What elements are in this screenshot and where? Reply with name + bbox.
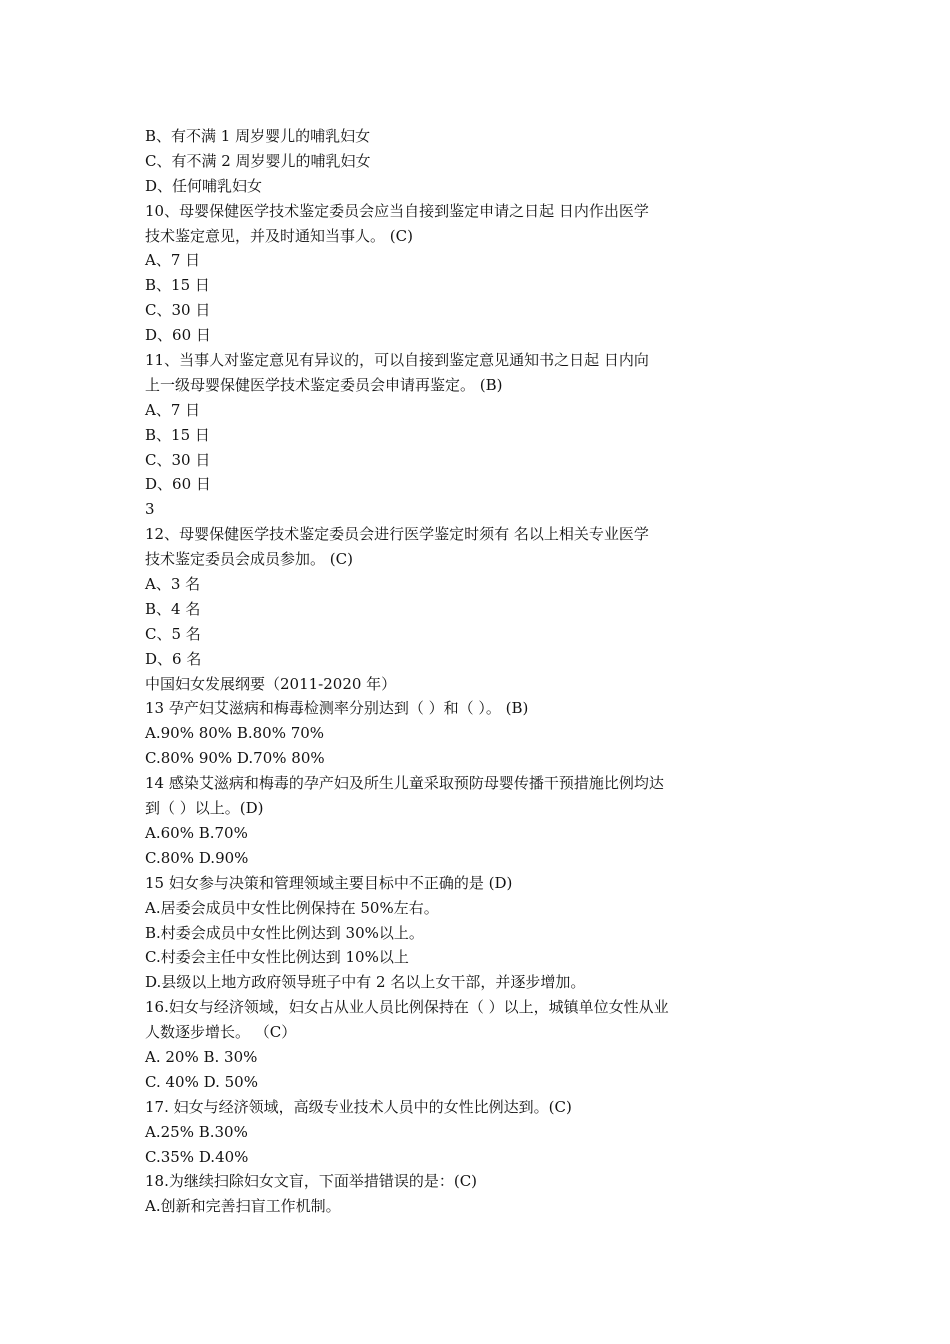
text-line: B.村委会成员中女性比例达到 30%以上。: [145, 923, 424, 942]
text-line: 11、当事人对鉴定意见有异议的，可以自接到鉴定意见通知书之日起 日内向: [145, 351, 649, 370]
text-line: D、任何哺乳妇女: [145, 176, 263, 195]
text-line: A、7 日: [145, 400, 201, 419]
text-line: A. 20% B. 30%: [145, 1047, 258, 1066]
text-line: A.居委会成员中女性比例保持在 50%左右。: [145, 898, 439, 917]
text-line: B、15 日: [145, 425, 210, 444]
text-line: C、30 日: [145, 301, 211, 320]
text-line: B、4 名: [145, 599, 201, 618]
text-line: 14 感染艾滋病和梅毒的孕产妇及所生儿童采取预防母婴传播干预措施比例均达: [145, 774, 664, 793]
document-body: [145, 124, 745, 1219]
text-line: A.25% B.30%: [145, 1122, 248, 1141]
text-line: C、30 日: [145, 450, 211, 469]
text-line: A.创新和完善扫盲工作机制。: [145, 1197, 341, 1216]
text-line: D、60 日: [145, 475, 211, 494]
text-line: 10、母婴保健医学技术鉴定委员会应当自接到鉴定申请之日起 日内作出医学: [145, 201, 649, 220]
text-line: 15 妇女参与决策和管理领域主要目标中不正确的是 (D): [145, 873, 513, 892]
text-line: 技术鉴定意见，并及时通知当事人。 (C): [145, 226, 413, 245]
text-line: B、有不满 1 周岁婴儿的哺乳妇女: [145, 127, 371, 145]
text-line: C、5 名: [145, 624, 201, 643]
text-line: A、3 名: [145, 575, 201, 594]
text-line: C.80% D.90%: [145, 848, 249, 867]
text-line: 中国妇女发展纲要（2011-2020 年）: [145, 674, 397, 693]
text-line: 技术鉴定委员会成员参加。 (C): [145, 550, 353, 569]
text-line: 18.为继续扫除妇女文盲，下面举措错误的是：(C): [145, 1172, 478, 1191]
text-line: D.县级以上地方政府领导班子中有 2 名以上女干部，并逐步增加。: [145, 973, 586, 992]
text-line: A.90% 80% B.80% 70%: [145, 724, 325, 743]
text-line: 13 孕产妇艾滋病和梅毒检测率分别达到（ ）和（ ）。 (B): [145, 699, 529, 718]
text-line: C.80% 90% D.70% 80%: [145, 749, 325, 768]
text-line: C、有不满 2 周岁婴儿的哺乳妇女: [145, 151, 371, 170]
text-line: 16.妇女与经济领域，妇女占从业人员比例保持在（ ）以上，城镇单位女性从业: [145, 998, 669, 1017]
text-line: D、6 名: [145, 649, 202, 668]
text-line: 17. 妇女与经济领域，高级专业技术人员中的女性比例达到。(C): [145, 1097, 572, 1116]
text-line: C.村委会主任中女性比例达到 10%以上: [145, 948, 409, 967]
text-line: C. 40% D. 50%: [145, 1072, 258, 1091]
text-line: 12、母婴保健医学技术鉴定委员会进行医学鉴定时须有 名以上相关专业医学: [145, 525, 649, 544]
text-line: 人数逐步增长。 （C）: [145, 1023, 297, 1042]
text-line: D、60 日: [145, 326, 211, 345]
text-line: C.35% D.40%: [145, 1147, 249, 1166]
text-line: 3: [145, 500, 155, 519]
text-line: A、7 日: [145, 251, 201, 270]
text-line: 上一级母婴保健医学技术鉴定委员会申请再鉴定。 (B): [145, 375, 503, 394]
text-line: A.60% B.70%: [145, 823, 248, 842]
text-line: 到（ ）以上。(D): [145, 799, 264, 818]
text-line: B、15 日: [145, 276, 210, 295]
